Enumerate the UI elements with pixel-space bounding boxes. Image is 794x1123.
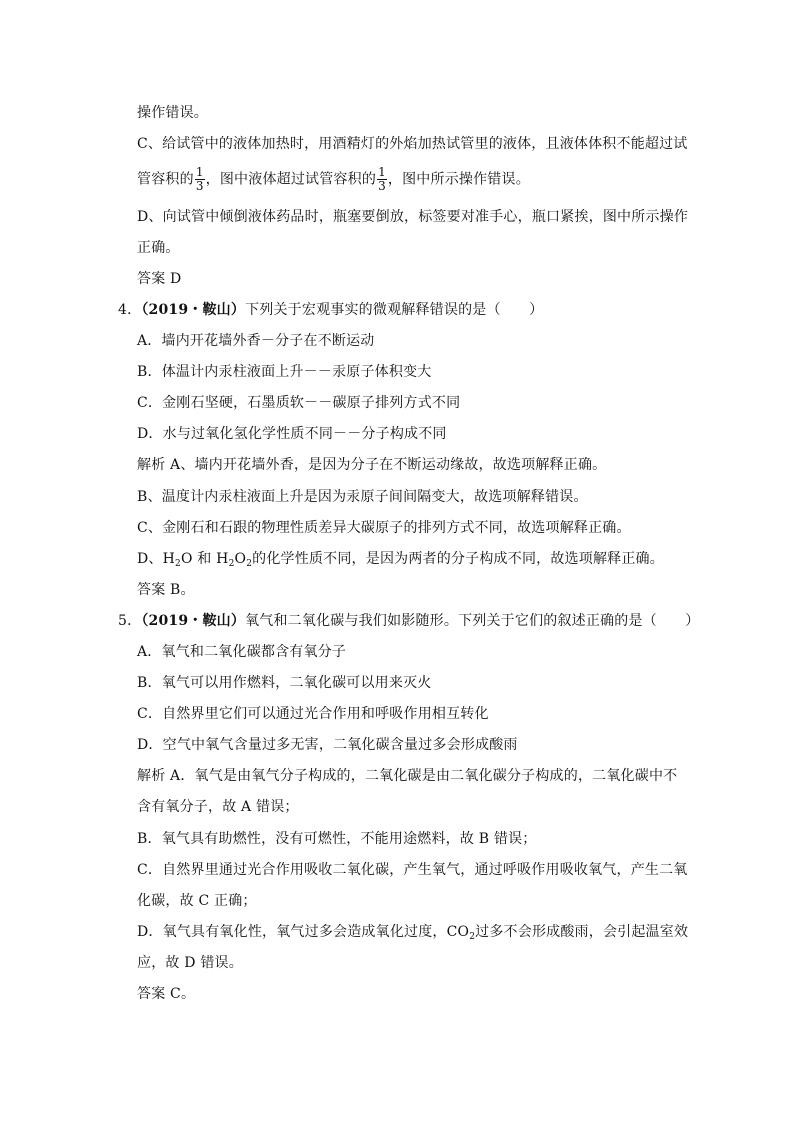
option-d: D．水与过氧化氢化学性质不同－－分子构成不同: [137, 426, 447, 442]
answer-line: 答案 B。: [137, 582, 195, 598]
text-fragment: ，图中所示操作错误。: [387, 171, 530, 188]
text-line: 正确。: [137, 240, 180, 256]
explanation-line: [137, 922, 688, 942]
subscript: 2: [228, 559, 235, 569]
explanation-line: [137, 549, 664, 569]
question-source: （2019・鞍山）: [141, 302, 246, 318]
explanation-line: B、温度计内汞柱液面上升是因为汞原子间间隔变大，故选项解释错误。: [137, 489, 588, 505]
question-5-stem: [118, 611, 699, 631]
explanation-line: 化碳，故 C 正确；: [137, 893, 257, 909]
explanation-line: C、金刚石和石跟的物理性质差异大碳原子的排列方式不同，故选项解释正确。: [137, 520, 631, 536]
text-line: 操作错误。: [137, 105, 208, 121]
option-b: B．氧气可以用作燃料，二氧化碳可以用来灭火: [137, 675, 432, 691]
explanation-line: B．氧气具有助燃性，没有可燃性，不能用途燃料，故 B 错误；: [137, 831, 537, 847]
text-line-with-fractions: [137, 166, 530, 193]
option-c: C．自然界里它们可以通过光合作用和呼吸作用相互转化: [137, 706, 489, 722]
explanation-line: 应，故 D 错误。: [137, 955, 243, 971]
text-fragment: D、H: [137, 551, 176, 567]
text-fragment: D．氧气具有氧化性，氧气过多会造成氧化过度，CO: [137, 924, 470, 940]
answer-line: 答案 C。: [137, 986, 196, 1002]
text-fragment: O: [234, 551, 247, 567]
fraction-numerator: 1: [195, 165, 204, 179]
answer-line: 答案 D: [137, 271, 182, 287]
question-text: 下列关于宏观事实的微观解释错误的是（ ）: [245, 302, 544, 318]
question-source: （2019・鞍山）: [141, 613, 246, 629]
fraction-numerator: 1: [378, 165, 386, 179]
option-a: A．氧气和二氧化碳都含有氧分子: [137, 644, 347, 660]
question-number: 5．: [118, 613, 142, 629]
explanation-line: 解析 A、墙内开花墙外香，是因为分子在不断运动缘故，故选项解释正确。: [137, 457, 607, 473]
question-number: 4．: [118, 302, 142, 318]
option-c: C．金刚石坚硬，石墨质软－－碳原子排列方式不同: [137, 395, 461, 411]
text-line: D、向试管中倾倒液体药品时，瓶塞要倒放，标签要对准手心，瓶口紧挨，图中所示操作: [137, 209, 689, 225]
text-fragment: O 和 H: [180, 551, 229, 567]
option-a: A．墙内开花墙外香－分子在不断运动: [137, 333, 375, 349]
text-fragment: ，图中液体超过试管容积的: [205, 171, 377, 188]
option-b: B．体温计内汞柱液面上升－－汞原子体积变大: [137, 364, 432, 380]
question-text: 氧气和二氧化碳与我们如影随形。下列关于它们的叙述正确的是（ ）: [245, 613, 700, 629]
fraction-denominator: 3: [378, 179, 386, 193]
subscript: 2: [246, 559, 253, 569]
question-4-stem: [118, 300, 543, 320]
text-fragment: 过多不会形成酸雨，会引起温室效: [475, 924, 689, 940]
text-fragment: 管容积的: [137, 171, 194, 188]
text-fragment: 的化学性质不同，是因为两者的分子构成不同，故选项解释正确。: [252, 551, 664, 567]
subscript: 2: [175, 559, 181, 569]
subscript: 2: [469, 932, 476, 942]
explanation-line: C．自然界里通过光合作用吸收二氧化碳，产生氧气，通过呼吸作用吸收氧气，产生二氧: [137, 862, 688, 878]
fraction: [377, 166, 387, 193]
fraction-denominator: 3: [195, 179, 204, 193]
text-line: C、给试管中的液体加热时，用酒精灯的外焰加热试管里的液体，且液体体积不能超过试: [137, 136, 688, 152]
option-d: D．空气中氧气含量过多无害，二氧化碳含量过多会形成酸雨: [137, 737, 518, 753]
explanation-line: 含有氧分子，故 A 错误；: [137, 799, 299, 815]
explanation-line: 解析 A．氧气是由氧气分子构成的，二氧化碳是由二氧化碳分子构成的，二氧化碳中不: [137, 768, 678, 784]
fraction: [195, 166, 205, 193]
